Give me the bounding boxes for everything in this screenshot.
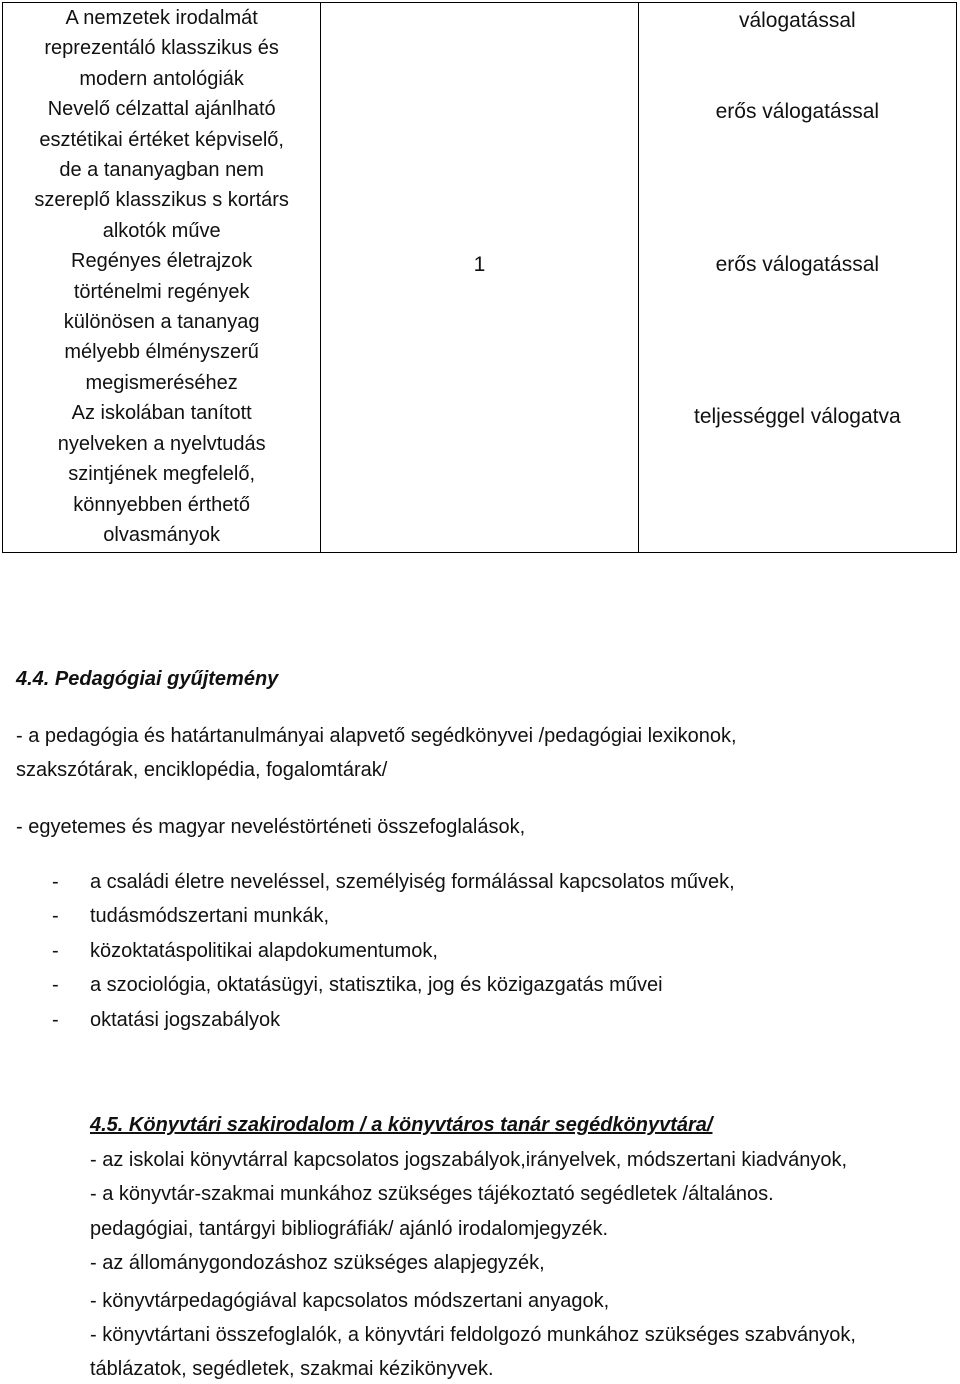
paragraph-line: szakszótárak, enciklopédia, fogalomtárak/ [16, 759, 388, 781]
paragraph-line: - a könyvtár-szakmai munkához szükséges tájékoztató segédletek /általános. [90, 1183, 774, 1205]
table-cell-categories [3, 3, 321, 553]
category-line: Nevelő célzattal ajánlható [47, 98, 276, 121]
list-item: - [52, 940, 59, 962]
paragraph-line: - könyvtártani összefoglalók, a könyvtári feldolgozó munkához szükséges szabványok, [90, 1324, 856, 1346]
paragraph-line: - könyvtárpedagógiával kapcsolatos módszertani anyagok, [90, 1290, 610, 1312]
category-line: de a tananyagban nem [59, 159, 264, 182]
category-line: modern antológiák [79, 67, 244, 90]
collection-table [2, 2, 957, 553]
list-item: - [52, 974, 59, 996]
category-line: reprezentáló klasszikus és [44, 37, 279, 60]
paragraph-line: - egyetemes és magyar neveléstörténeti összefoglalások, [16, 816, 526, 838]
paragraph-line: - az állománygondozáshoz szükséges alapjegyzék, [90, 1252, 545, 1274]
category-line: szereplő klasszikus s kortárs [34, 189, 289, 212]
list-item-text: a szociológia, oktatásügyi, statisztika, jog és közigazgatás művei [90, 974, 663, 996]
selection-value: erős válogatással [715, 100, 880, 123]
category-line: könnyebben érthető [73, 493, 251, 516]
category-line: nyelveken a nyelvtudás [57, 432, 266, 455]
category-line: történelmi regények [73, 280, 250, 303]
list-item: - [52, 905, 59, 927]
count-value: 1 [473, 253, 486, 276]
category-line: Az iskolában tanított [71, 402, 252, 425]
list-item: - [52, 1009, 59, 1031]
table-cell-selection [638, 3, 956, 553]
paragraph-line: pedagógiai, tantárgyi bibliográfiák/ ajánló irodalomjegyzék. [90, 1218, 609, 1240]
list-item-text: közoktatáspolitikai alapdokumentumok, [90, 940, 438, 962]
category-line: Regényes életrajzok [71, 250, 253, 273]
category-line: A nemzetek irodalmát [65, 7, 258, 29]
category-line: esztétikai értéket képviselő, [39, 128, 284, 151]
selection-value: teljességgel válogatva [694, 405, 901, 428]
category-line: szintjének megfelelő, [68, 463, 256, 486]
category-line: különösen a tananyag [63, 311, 260, 334]
category-line: mélyebb élményszerű [64, 341, 259, 364]
list-item: - [52, 871, 59, 893]
category-line: alkotók műve [102, 219, 221, 242]
paragraph-line: táblázatok, segédletek, szakmai kézikönyvek. [90, 1358, 494, 1380]
section-heading-4-5: 4.5. Könyvtári szakirodalom / a könyvtáros tanár segédkönyvtára/ [90, 1114, 713, 1136]
list-item-text: tudásmódszertani munkák, [90, 905, 330, 927]
category-line: megismeréséhez [85, 371, 238, 394]
list-item-text: oktatási jogszabályok [90, 1009, 281, 1031]
list-item-text: a családi életre neveléssel, személyiség formálással kapcsolatos művek, [90, 871, 735, 893]
section-heading-4-4: 4.4. Pedagógiai gyűjtemény [16, 668, 279, 690]
selection-value: erős válogatással [715, 253, 880, 276]
category-line: olvasmányok [103, 523, 221, 546]
table-cell-count [321, 3, 638, 553]
selection-value: válogatással [738, 9, 856, 32]
paragraph-line: - a pedagógia és határtanulmányai alapvető segédkönyvei /pedagógiai lexikonok, [16, 725, 737, 747]
paragraph-line: - az iskolai könyvtárral kapcsolatos jogszabályok,irányelvek, módszertani kiadványok, [90, 1149, 848, 1171]
